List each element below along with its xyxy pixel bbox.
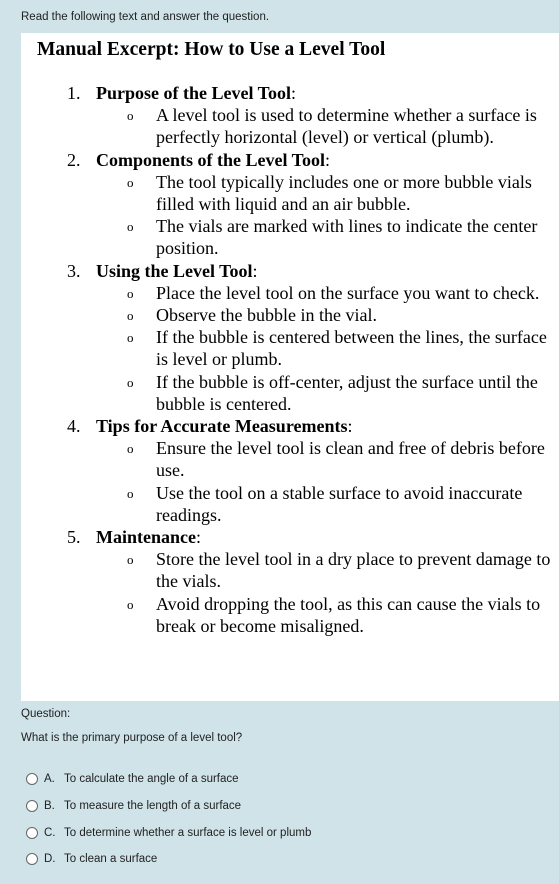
instruction-text: Read the following text and answer the question. [21,11,270,23]
subitem [96,104,559,148]
subitem [96,371,559,415]
section-heading-line: Components of the Level Tool: [96,149,331,170]
radio-button[interactable] [26,800,38,812]
section-number: 3. [67,260,81,281]
radio-button[interactable] [26,827,38,839]
section-item [21,260,559,415]
subitem-text: The vials are marked with lines to indicate the center position. [156,216,538,259]
subitem-text: A level tool is used to determine whether a surface is perfectly horizontal (level) or vertical (plumb). [156,105,537,148]
circle-bullet-icon: o [127,485,134,501]
subitem [96,548,559,592]
subitem-text: The tool typically includes one or more bubble vials filled with liquid and an air bubble. [156,171,532,215]
subitem-text: Ensure the level tool is clean and free of debris before use. [156,438,545,481]
answer-option[interactable] [26,766,311,793]
answer-options [26,766,311,873]
section-heading: Components of the Level Tool [96,149,326,170]
option-text: To measure the length of a surface [64,800,242,813]
subitem [96,326,559,370]
section-item [21,82,559,149]
section-item [21,149,559,260]
option-letter: D. [44,853,56,866]
section-heading: Purpose of the Level Tool [96,83,292,103]
circle-bullet-icon: o [127,219,134,235]
section-subitems [96,437,559,526]
option-text: To calculate the angle of a surface [64,773,239,786]
section-heading-line: Using the Level Tool: [96,260,258,281]
section-subitems [96,171,559,260]
answer-option[interactable] [26,846,311,873]
section-list [21,82,559,637]
option-text: To determine whether a surface is level or plumb [64,826,312,839]
subitem-text: Use the tool on a stable surface to avoid inaccurate readings. [156,482,523,525]
circle-bullet-icon: o [127,108,134,124]
section-number: 5. [67,527,81,548]
section-heading: Maintenance [96,527,196,548]
circle-bullet-icon: o [127,441,134,457]
circle-bullet-icon: o [127,174,134,190]
radio-button[interactable] [26,773,38,785]
subitem [96,482,559,526]
subitem [96,282,559,304]
section-heading: Tips for Accurate Measurements [96,416,348,437]
option-letter: B. [44,800,55,813]
option-text: To clean a surface [64,853,158,866]
section-subitems [96,282,559,415]
excerpt-title: Manual Excerpt: How to Use a Level Tool [37,39,386,60]
section-heading: Using the Level Tool [96,260,253,281]
option-letter: C. [44,826,56,839]
section-subitems [96,548,559,637]
subitem-text: Place the level tool on the surface you want to check. [156,282,540,303]
subitem-text: If the bubble is off-center, adjust the surface until the bubble is centered. [156,371,538,414]
section-number: 2. [67,149,81,170]
subitem [96,171,559,215]
section-number: 1. [67,83,81,103]
circle-bullet-icon: o [127,330,134,346]
subitem [96,304,559,326]
radio-button[interactable] [26,853,38,865]
section-number: 4. [67,416,81,437]
option-letter: A. [44,773,55,786]
section-heading-line: Maintenance: [96,527,201,548]
section-subitems [96,104,559,148]
subitem [96,215,559,259]
subitem [96,593,559,637]
section-item [21,526,559,637]
circle-bullet-icon: o [127,308,134,324]
section-heading-line: Purpose of the Level Tool: [96,83,297,103]
subitem-text: Observe the bubble in the vial. [156,305,377,326]
answer-option[interactable] [26,793,311,820]
circle-bullet-icon: o [127,374,134,390]
subitem [96,437,559,481]
question-text: What is the primary purpose of a level tool? [21,732,243,744]
section-item [21,415,559,526]
question-label: Question: [21,708,71,720]
circle-bullet-icon: o [127,552,134,568]
circle-bullet-icon: o [127,596,134,612]
subitem-text: If the bubble is centered between the lines, the surface is level or plumb. [156,327,547,370]
answer-option[interactable] [26,819,311,846]
subitem-text: Avoid dropping the tool, as this can cause the vials to break or become misaligned. [156,593,541,636]
manual-excerpt [21,33,559,701]
subitem-text: Store the level tool in a dry place to prevent damage to the vials. [156,549,551,592]
section-heading-line: Tips for Accurate Measurements: [96,416,353,437]
circle-bullet-icon: o [127,285,134,301]
